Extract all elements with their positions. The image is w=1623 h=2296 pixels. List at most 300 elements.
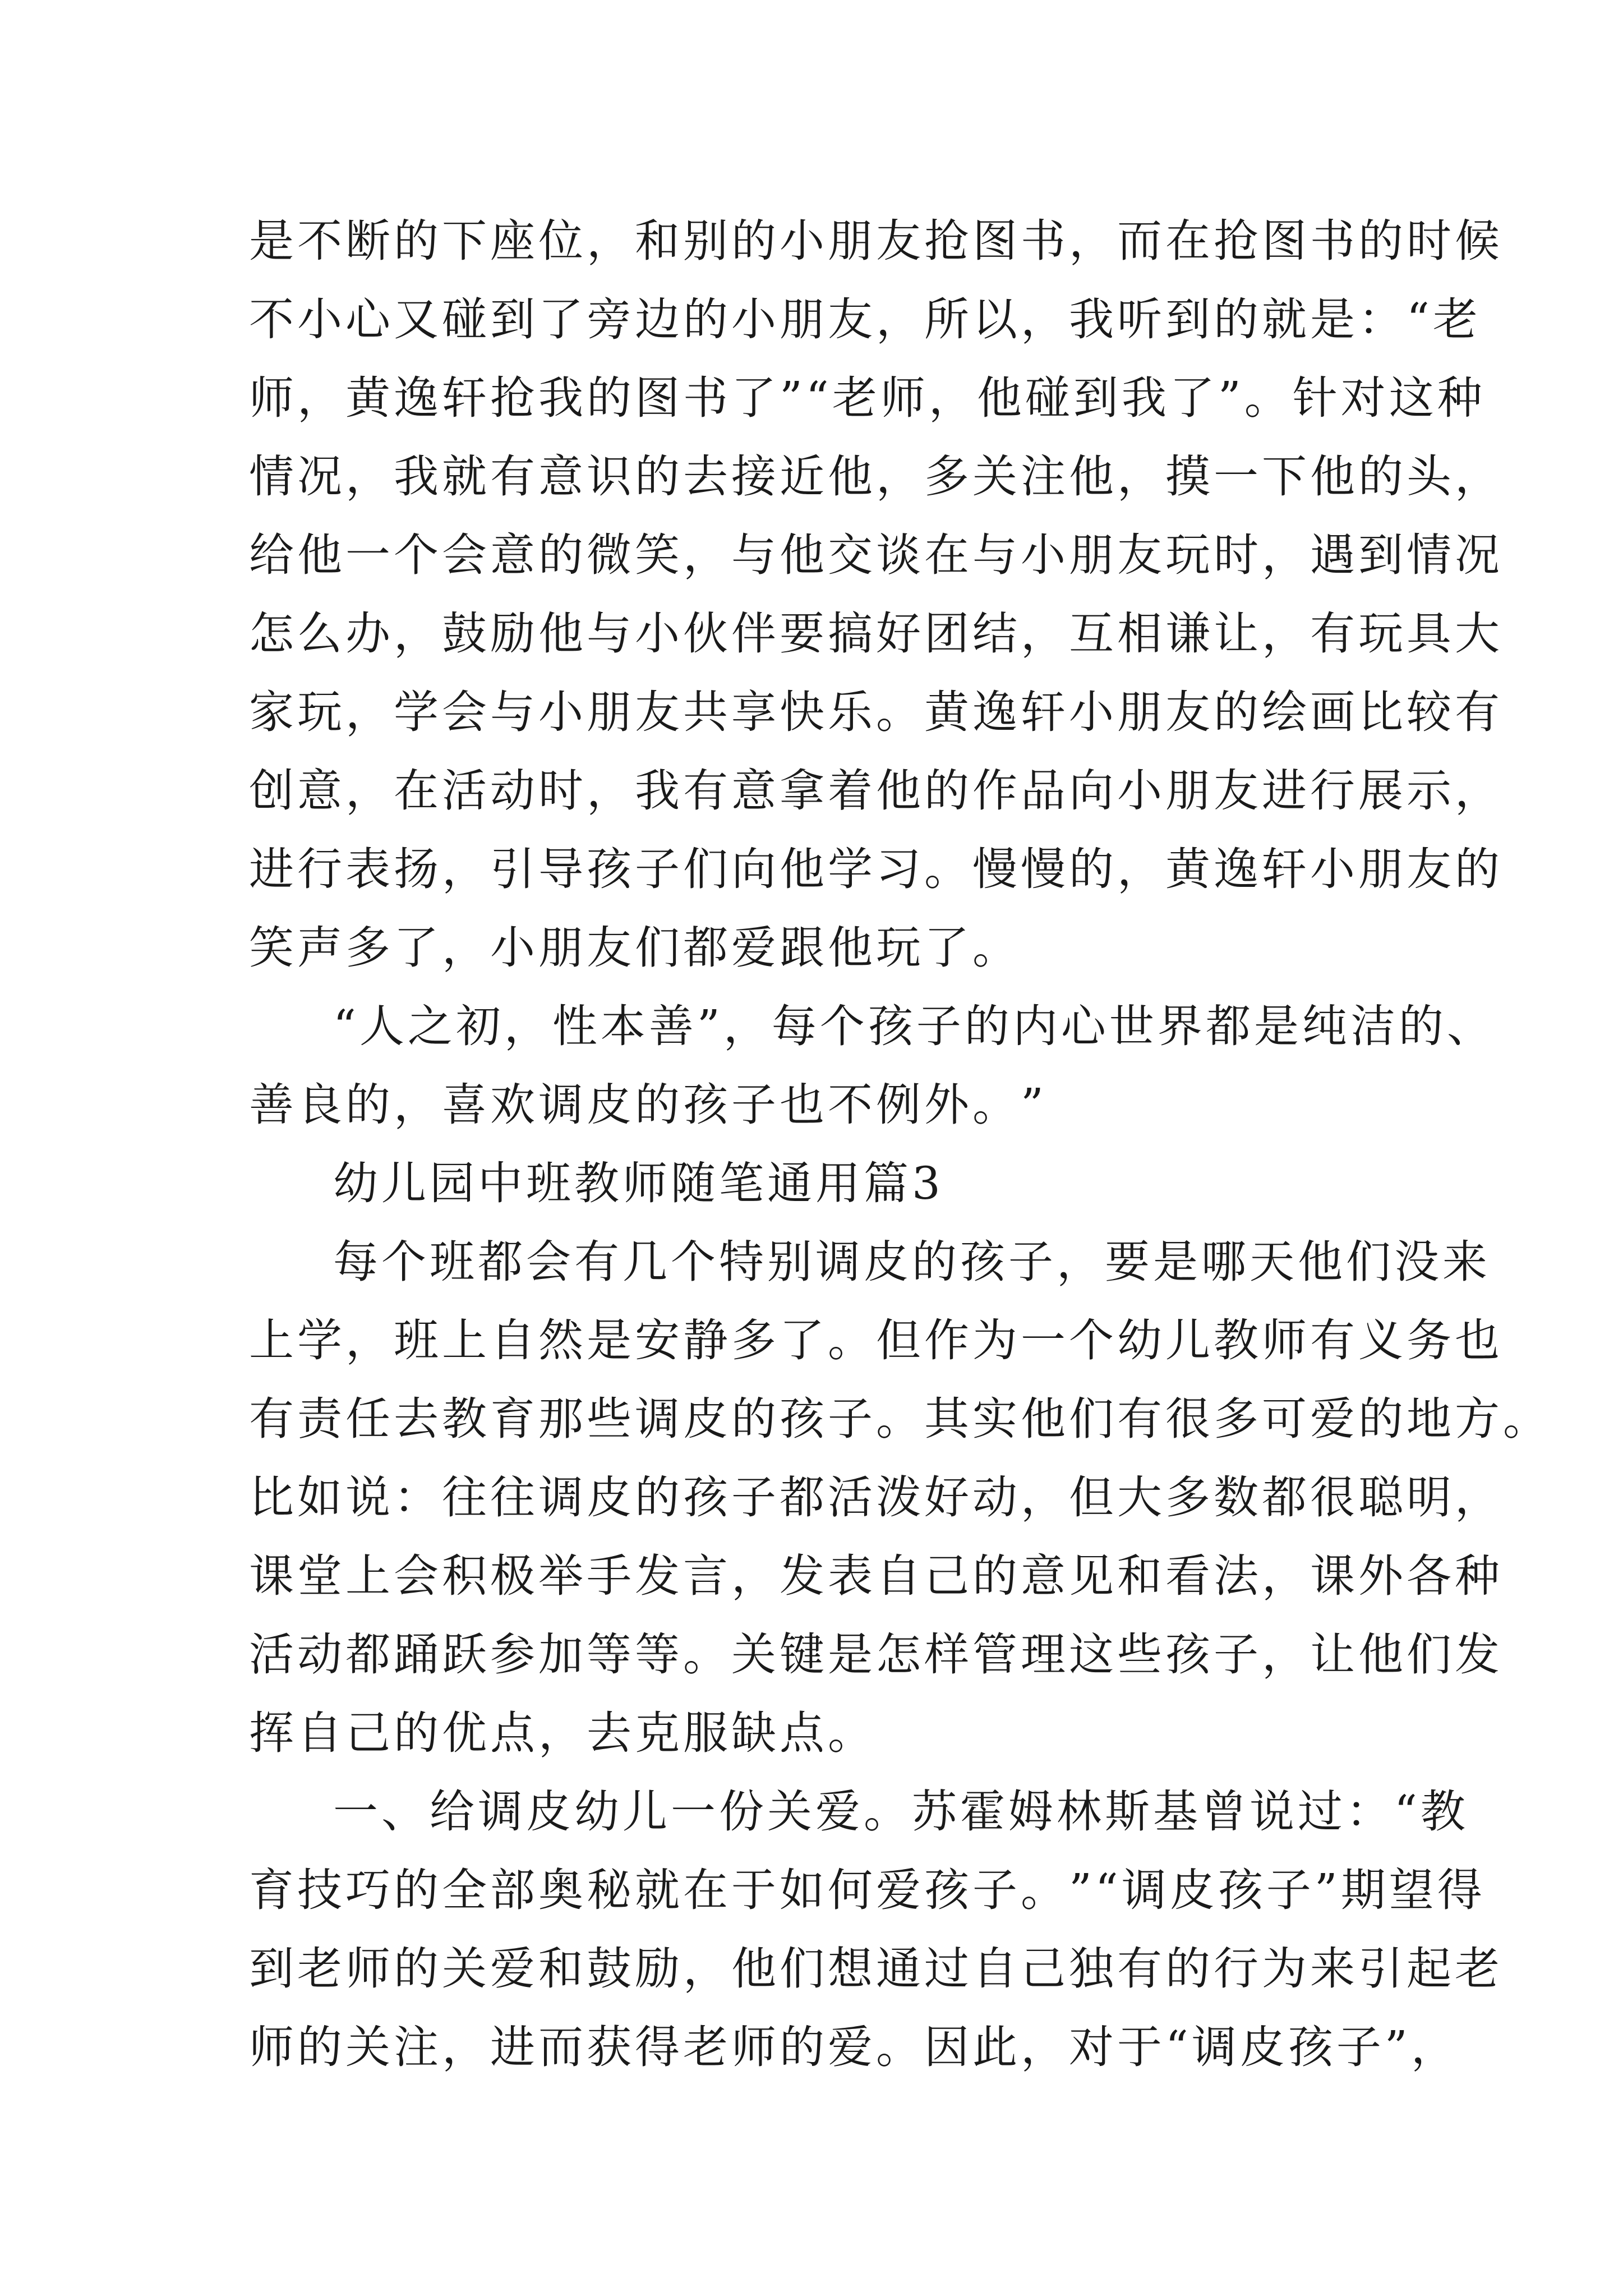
text-char: 他: [828, 922, 876, 974]
text-char: 此: [972, 2021, 1021, 2073]
text-char: ，: [1021, 1471, 1069, 1524]
text-char: 针: [1292, 372, 1341, 424]
text-char: ，: [731, 1550, 780, 1602]
text-char: 发: [1455, 1628, 1503, 1681]
text-char: 作: [924, 1314, 972, 1366]
text-char: 义: [1358, 1314, 1407, 1366]
text-char: 要: [1105, 1236, 1153, 1288]
text-char: 学: [828, 843, 876, 895]
text-char: 微: [587, 529, 635, 581]
text-char: 我: [1069, 293, 1117, 346]
text-char: 多: [924, 450, 972, 503]
text-char: 书: [683, 372, 731, 424]
text-line: [249, 673, 1503, 752]
text-char: 皮: [526, 1786, 574, 1838]
text-char: 玩: [876, 922, 924, 974]
text-char: 己: [345, 1707, 394, 1759]
text-char: 班: [394, 1314, 442, 1366]
text-char: 了: [538, 293, 587, 346]
text-char: 何: [828, 1864, 876, 1916]
text-char: 教: [574, 1157, 623, 1209]
text-char: 人: [359, 1000, 408, 1052]
text-line: [249, 359, 1486, 438]
text-char: 内: [1012, 1000, 1061, 1052]
text-char: 喜: [442, 1079, 490, 1131]
text-char: ，: [1117, 450, 1165, 503]
text-char: ，: [1410, 2021, 1459, 2073]
text-char: 调: [1191, 2021, 1240, 2073]
text-char: 遇: [1310, 529, 1358, 581]
text-char: 外: [1358, 1550, 1407, 1602]
text-char: 的: [780, 2021, 828, 2073]
text-char: 例: [876, 1079, 924, 1131]
text-char: 轩: [1021, 686, 1069, 738]
text-char: 然: [538, 1314, 587, 1366]
text-char: 等: [587, 1628, 635, 1681]
text-line: [249, 1380, 1551, 1458]
text-char: 老: [1432, 293, 1481, 346]
text-char: 小: [490, 922, 538, 974]
text-line: [249, 2008, 1459, 2087]
text-char: 。: [1244, 372, 1293, 424]
text-char: 友: [587, 922, 635, 974]
text-line: [249, 987, 1495, 1066]
text-char: 黄: [1165, 843, 1214, 895]
text-char: ，: [1262, 608, 1310, 660]
text-line: [249, 1144, 1399, 1223]
text-char: 孩: [924, 1864, 972, 1916]
text-char: 慢: [1021, 843, 1069, 895]
text-char: 来: [1310, 1943, 1358, 1995]
text-char: 育: [490, 1393, 538, 1445]
text-char: 在: [683, 1864, 731, 1916]
text-char: 对: [1069, 2021, 1117, 2073]
text-char: 是: [828, 1628, 876, 1681]
text-char: 多: [1165, 1471, 1214, 1524]
text-char: 自: [972, 1943, 1021, 1995]
text-char: 的: [964, 1000, 1013, 1052]
text-char: 特: [719, 1236, 767, 1288]
text-char: 得: [635, 2021, 683, 2073]
text-char: 较: [1407, 686, 1455, 738]
text-char: 情: [249, 450, 297, 503]
text-char: 调: [635, 1393, 683, 1445]
text-char: 因: [924, 2021, 972, 2073]
text-char: 天: [1249, 1236, 1298, 1288]
text-char: 到: [1358, 529, 1407, 581]
text-char: 往: [490, 1471, 538, 1524]
text-char: 以: [972, 293, 1021, 346]
text-char: ，: [876, 450, 924, 503]
text-char: 绘: [1262, 686, 1310, 738]
text-char: 玩: [297, 686, 345, 738]
text-char: 到: [1073, 372, 1122, 424]
text-char: 孩: [683, 1079, 731, 1131]
text-line: [249, 1851, 1486, 1930]
text-char: 些: [1117, 1628, 1165, 1681]
text-char: ，: [1262, 1628, 1310, 1681]
text-char: 方: [1455, 1393, 1503, 1445]
text-char: 是: [249, 215, 297, 267]
text-char: 其: [924, 1393, 972, 1445]
text-char: 参: [490, 1628, 538, 1681]
text-char: 快: [780, 686, 828, 738]
text-char: 摸: [1165, 450, 1214, 503]
text-char: 会: [442, 529, 490, 581]
text-char: 皮: [587, 1471, 635, 1524]
text-char: 、: [381, 1786, 430, 1838]
text-char: 发: [635, 1550, 683, 1602]
text-char: 关: [972, 450, 1021, 503]
text-char: 朋: [780, 293, 828, 346]
text-char: 份: [719, 1786, 767, 1838]
text-char: 用: [815, 1157, 864, 1209]
text-char: 篇: [864, 1157, 912, 1209]
text-char: 世: [1109, 1000, 1158, 1052]
text-char: 的: [1165, 1943, 1214, 1995]
text-char: 孩: [960, 1236, 1008, 1288]
text-char: 座: [490, 215, 538, 267]
text-char: 随: [671, 1157, 719, 1209]
text-char: 爱: [876, 1864, 924, 1916]
text-char: 来: [1442, 1236, 1491, 1288]
text-char: 都: [345, 1628, 394, 1681]
text-char: 不: [297, 215, 345, 267]
text-char: ：: [1358, 293, 1407, 346]
document-body: [249, 202, 1551, 2087]
text-char: 的: [1358, 1393, 1407, 1445]
text-char: 一: [1214, 450, 1262, 503]
text-char: 不: [828, 1079, 876, 1131]
text-char: 和: [538, 1943, 587, 1995]
text-char: 活: [828, 1471, 876, 1524]
text-char: 玩: [1165, 529, 1214, 581]
text-char: 引: [490, 843, 538, 895]
text-char: 调: [538, 1079, 587, 1131]
text-char: 有: [574, 1236, 623, 1288]
text-char: 师: [249, 372, 297, 424]
text-char: 学: [394, 686, 442, 738]
text-char: 优: [442, 1707, 490, 1759]
text-char: 发: [780, 1550, 828, 1602]
text-char: 小: [635, 608, 683, 660]
text-char: 小: [731, 293, 780, 346]
text-char: 没: [1394, 1236, 1442, 1288]
text-char: 又: [394, 293, 442, 346]
text-char: 的: [587, 372, 635, 424]
text-char: 不: [249, 293, 297, 346]
text-char: 友: [876, 215, 924, 267]
text-char: 习: [876, 843, 924, 895]
text-char: 爱: [490, 1943, 538, 1995]
text-char: 交: [828, 529, 876, 581]
text-char: 关: [767, 1786, 815, 1838]
text-char: 接: [731, 450, 780, 503]
text-char: 多: [731, 1314, 780, 1366]
text-char: 服: [683, 1707, 731, 1759]
text-char: 导: [538, 843, 587, 895]
text-char: 子: [916, 1000, 965, 1052]
text-char: 与: [731, 529, 780, 581]
text-char: 时: [1407, 215, 1455, 267]
text-char: 往: [442, 1471, 490, 1524]
text-char: 孩: [1165, 1628, 1214, 1681]
text-char: 于: [1117, 2021, 1165, 2073]
text-char: 务: [1407, 1314, 1455, 1366]
text-char: 的: [345, 1079, 394, 1131]
text-char: 办: [345, 608, 394, 660]
text-char: 谦: [1165, 608, 1214, 660]
text-char: 他: [780, 843, 828, 895]
text-char: 老: [832, 372, 880, 424]
text-char: 行: [1310, 765, 1358, 817]
text-char: 静: [683, 1314, 731, 1366]
text-char: 自: [297, 1707, 345, 1759]
text-char: 理: [1021, 1628, 1069, 1681]
text-line: [249, 1616, 1503, 1694]
text-char: ”: [780, 372, 806, 424]
text-char: 们: [635, 922, 683, 974]
text-char: 个: [671, 1236, 719, 1288]
text-char: 调: [538, 1471, 587, 1524]
text-char: 。: [876, 1393, 924, 1445]
text-char: 下: [442, 215, 490, 267]
text-char: 笑: [635, 529, 683, 581]
text-char: 是: [1253, 1000, 1302, 1052]
text-char: 举: [538, 1550, 587, 1602]
text-char: 孩: [780, 1393, 828, 1445]
text-char: 的: [1069, 843, 1117, 895]
text-char: 到: [490, 293, 538, 346]
text-char: 爱: [1310, 1393, 1358, 1445]
text-char: 碰: [1025, 372, 1073, 424]
text-char: 的: [1398, 1000, 1447, 1052]
text-line: [249, 1773, 1469, 1851]
text-char: 怎: [876, 1628, 924, 1681]
text-char: 挥: [249, 1707, 297, 1759]
text-char: 师: [1262, 1314, 1310, 1366]
text-char: 任: [345, 1393, 394, 1445]
text-char: 望: [1389, 1864, 1437, 1916]
text-char: 碰: [442, 293, 490, 346]
text-char: 孩: [683, 1471, 731, 1524]
text-char: 的: [1358, 215, 1407, 267]
text-char: 心: [1061, 1000, 1109, 1052]
text-char: 极: [490, 1550, 538, 1602]
text-char: 注: [1021, 450, 1069, 503]
text-char: 子: [1008, 1236, 1057, 1288]
text-char: 老: [683, 2021, 731, 2073]
text-char: ，: [1117, 843, 1165, 895]
text-char: 一: [671, 1786, 719, 1838]
text-char: 爱: [731, 922, 780, 974]
text-char: “: [1165, 2021, 1192, 2073]
text-char: 跟: [780, 922, 828, 974]
text-char: 曾: [1201, 1786, 1249, 1838]
text-char: 安: [635, 1314, 683, 1366]
text-char: 家: [249, 686, 297, 738]
text-char: 与: [587, 608, 635, 660]
text-char: 轩: [1262, 843, 1310, 895]
text-char: 图: [1262, 215, 1310, 267]
text-char: 进: [1262, 765, 1310, 817]
text-char: 去: [683, 450, 731, 503]
text-char: 去: [394, 1393, 442, 1445]
text-char: 别: [767, 1236, 815, 1288]
text-char: 互: [1069, 608, 1117, 660]
text-char: 的: [635, 450, 683, 503]
text-char: 朋: [538, 922, 587, 974]
text-char: 动: [297, 1628, 345, 1681]
text-char: 有: [1310, 1314, 1358, 1366]
text-char: 小: [1069, 686, 1117, 738]
text-line: [249, 595, 1503, 673]
text-char: 数: [1214, 1471, 1262, 1524]
text-char: 想: [828, 1943, 876, 1995]
text-char: ，: [1021, 2021, 1069, 2073]
text-char: ，: [876, 293, 924, 346]
text-char: 扬: [394, 843, 442, 895]
text-char: 欢: [490, 1079, 538, 1131]
text-line: [249, 1537, 1503, 1616]
text-char: 向: [1069, 765, 1117, 817]
text-char: 到: [249, 1943, 297, 1995]
text-char: 点: [490, 1707, 538, 1759]
text-char: 候: [1455, 215, 1503, 267]
text-char: ，: [538, 1707, 587, 1759]
text-char: 看: [1165, 1550, 1214, 1602]
text-char: “: [1095, 1864, 1122, 1916]
text-char: 轩: [442, 372, 490, 424]
text-line: [249, 1930, 1503, 2008]
text-char: 意: [490, 529, 538, 581]
text-char: 朋: [1358, 843, 1407, 895]
text-char: 本: [600, 1000, 649, 1052]
text-char: 3: [912, 1157, 944, 1209]
text-char: 幼: [333, 1157, 381, 1209]
text-char: 要: [780, 608, 828, 660]
text-char: 就: [442, 450, 490, 503]
text-char: 加: [538, 1628, 587, 1681]
text-char: 友: [1214, 765, 1262, 817]
text-char: 林: [1057, 1786, 1105, 1838]
text-char: 界: [1157, 1000, 1206, 1052]
text-char: 边: [635, 293, 683, 346]
text-char: 我: [394, 450, 442, 503]
text-char: 在: [1165, 215, 1214, 267]
text-char: 我: [1121, 372, 1170, 424]
text-char: 他: [976, 372, 1025, 424]
text-char: 情: [1407, 529, 1455, 581]
text-char: 课: [1310, 1550, 1358, 1602]
text-char: 皮: [1169, 1864, 1218, 1916]
text-char: 如: [780, 1864, 828, 1916]
text-char: 了: [780, 1314, 828, 1366]
text-char: ，: [394, 1079, 442, 1131]
text-char: 小: [1117, 765, 1165, 817]
text-char: 一: [333, 1786, 381, 1838]
text-char: 子: [1266, 1864, 1315, 1916]
text-char: 巧: [345, 1864, 394, 1916]
text-char: 说: [345, 1471, 394, 1524]
text-char: 都: [683, 922, 731, 974]
text-char: 但: [876, 1314, 924, 1366]
text-char: 他: [538, 608, 587, 660]
text-char: ，: [297, 372, 345, 424]
text-char: 结: [972, 608, 1021, 660]
text-char: 教: [1420, 1786, 1469, 1838]
text-char: 他: [1358, 1628, 1407, 1681]
text-char: 秘: [587, 1864, 635, 1916]
text-char: 都: [478, 1236, 526, 1288]
text-char: 具: [1407, 608, 1455, 660]
text-char: 的: [924, 765, 972, 817]
text-char: 这: [1069, 1628, 1117, 1681]
text-char: 黄: [924, 686, 972, 738]
text-line: [249, 830, 1503, 909]
text-char: 通: [876, 1943, 924, 1995]
text-char: 好: [924, 1471, 972, 1524]
text-char: 起: [1407, 1943, 1455, 1995]
text-char: 抢: [490, 372, 538, 424]
text-char: 期: [1340, 1864, 1389, 1916]
text-char: ，: [345, 450, 394, 503]
text-char: 堂: [297, 1550, 345, 1602]
text-char: 们: [1407, 1628, 1455, 1681]
text-char: 键: [780, 1628, 828, 1681]
text-char: 实: [972, 1393, 1021, 1445]
text-char: 过: [1298, 1786, 1346, 1838]
text-char: 孩: [868, 1000, 916, 1052]
text-char: 黄: [345, 372, 394, 424]
text-char: 朋: [828, 215, 876, 267]
text-char: 爱: [828, 2021, 876, 2073]
text-char: 友: [1407, 843, 1455, 895]
text-char: 逸: [1214, 843, 1262, 895]
text-char: ”: [1384, 2021, 1411, 2073]
text-char: 如: [297, 1471, 345, 1524]
text-char: 斯: [1105, 1786, 1153, 1838]
text-char: 。: [1021, 1864, 1069, 1916]
text-char: 都: [1262, 1471, 1310, 1524]
text-char: 时: [1214, 529, 1262, 581]
text-char: 部: [490, 1864, 538, 1916]
text-char: 和: [1117, 1550, 1165, 1602]
text-char: “: [333, 1000, 359, 1052]
text-char: 几: [623, 1236, 671, 1288]
text-char: 明: [1407, 1471, 1455, 1524]
text-char: 子: [731, 1079, 780, 1131]
text-char: 声: [297, 922, 345, 974]
text-char: ：: [394, 1471, 442, 1524]
text-char: 的: [1214, 686, 1262, 738]
text-char: “: [1407, 293, 1433, 346]
text-char: 玩: [1358, 608, 1407, 660]
text-char: 技: [297, 1864, 345, 1916]
text-char: 皮: [1239, 2021, 1288, 2073]
text-char: 展: [1358, 765, 1407, 817]
text-char: 教: [1214, 1314, 1262, 1366]
text-char: 小: [538, 686, 587, 738]
text-char: 动: [972, 1471, 1021, 1524]
text-char: 会: [394, 1550, 442, 1602]
text-char: 向: [731, 843, 780, 895]
text-char: 言: [683, 1550, 731, 1602]
text-char: 而: [1117, 215, 1165, 267]
text-char: 中: [478, 1157, 526, 1209]
text-char: 就: [1262, 293, 1310, 346]
text-char: 点: [780, 1707, 828, 1759]
